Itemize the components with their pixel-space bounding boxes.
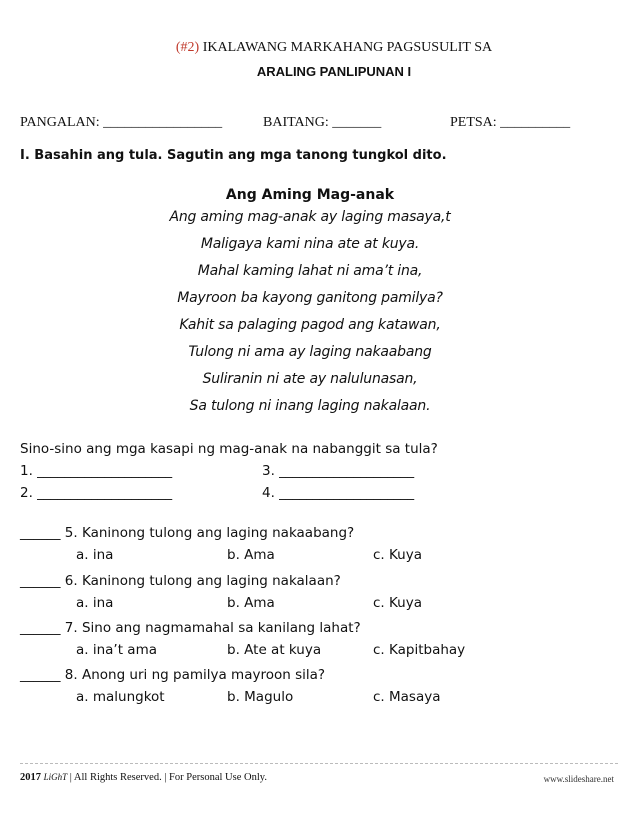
- poem-line: Kahit sa palaging pagod ang katawan,: [179, 317, 441, 333]
- members-question: Sino-sino ang mga kasapi ng mag-anak na nabanggit sa tula?: [20, 441, 438, 457]
- footer-copyright: [20, 772, 267, 783]
- answer-blank-2[interactable]: 2. ____________________: [20, 485, 173, 501]
- poem-line: Mahal kaming lahat ni ama’t ina,: [197, 263, 423, 279]
- name-field[interactable]: PANGALAN: _________________: [20, 115, 223, 130]
- question-8: ______ 8. Anong uri ng pamilya mayroon sila?: [20, 667, 326, 683]
- q8-option-a[interactable]: a. malungkot: [76, 689, 165, 705]
- poem-line: Tulong ni ama ay laging nakaabang: [188, 344, 432, 360]
- question-7: ______ 7. Sino ang nagmamahal sa kanilang lahat?: [20, 620, 361, 636]
- footer-author: LiGhT: [43, 772, 68, 782]
- instruction: I. Basahin ang tula. Sagutin ang mga tanong tungkol dito.: [20, 148, 447, 163]
- q8-option-c[interactable]: c. Masaya: [373, 689, 441, 705]
- q7-option-a[interactable]: a. ina’t ama: [76, 642, 158, 658]
- question-6: ______ 6. Kaninong tulong ang laging nakalaan?: [20, 573, 341, 589]
- q5-option-a[interactable]: a. ina: [76, 547, 114, 563]
- answer-blank-1[interactable]: 1. ____________________: [20, 463, 173, 479]
- q5-option-c[interactable]: c. Kuya: [373, 547, 423, 563]
- exam-number: (#2): [175, 40, 200, 55]
- q6-option-b[interactable]: b. Ama: [227, 595, 275, 611]
- date-field[interactable]: PETSA: __________: [450, 115, 571, 130]
- grade-field[interactable]: BAITANG: _______: [263, 115, 382, 130]
- footer-divider: [20, 763, 618, 764]
- q7-option-b[interactable]: b. Ate at kuya: [227, 642, 322, 658]
- q5-option-b[interactable]: b. Ama: [227, 547, 275, 563]
- q8-option-b[interactable]: b. Magulo: [227, 689, 294, 705]
- exam-title: [0, 40, 638, 56]
- footer-site[interactable]: www.slideshare.net: [543, 774, 614, 784]
- poem-line: Mayroon ba kayong ganitong pamilya?: [177, 290, 443, 306]
- poem-title: Ang Aming Mag-anak: [225, 187, 395, 203]
- answer-blank-4[interactable]: 4. ____________________: [262, 485, 415, 501]
- poem-line: Suliranin ni ate ay nalulunasan,: [202, 371, 418, 387]
- exam-title-line1: IKALAWANG MARKAHANG PAGSUSULIT SA: [202, 40, 493, 55]
- poem-line: Sa tulong ni inang laging nakalaan.: [189, 398, 431, 414]
- question-5: ______ 5. Kaninong tulong ang laging nakaabang?: [20, 525, 355, 541]
- poem-line: Maligaya kami nina ate at kuya.: [200, 236, 420, 252]
- poem-line: Ang aming mag-anak ay laging masaya,t: [169, 209, 451, 225]
- answer-blank-3[interactable]: 3. ____________________: [262, 463, 415, 479]
- footer-year: 2017: [20, 772, 41, 783]
- q6-option-a[interactable]: a. ina: [76, 595, 114, 611]
- q6-option-c[interactable]: c. Kuya: [373, 595, 423, 611]
- q7-option-c[interactable]: c. Kapitbahay: [373, 642, 466, 658]
- exam-subject: ARALING PANLIPUNAN I: [256, 64, 412, 79]
- footer-rights: | All Rights Reserved. | For Personal Use Only.: [69, 772, 267, 783]
